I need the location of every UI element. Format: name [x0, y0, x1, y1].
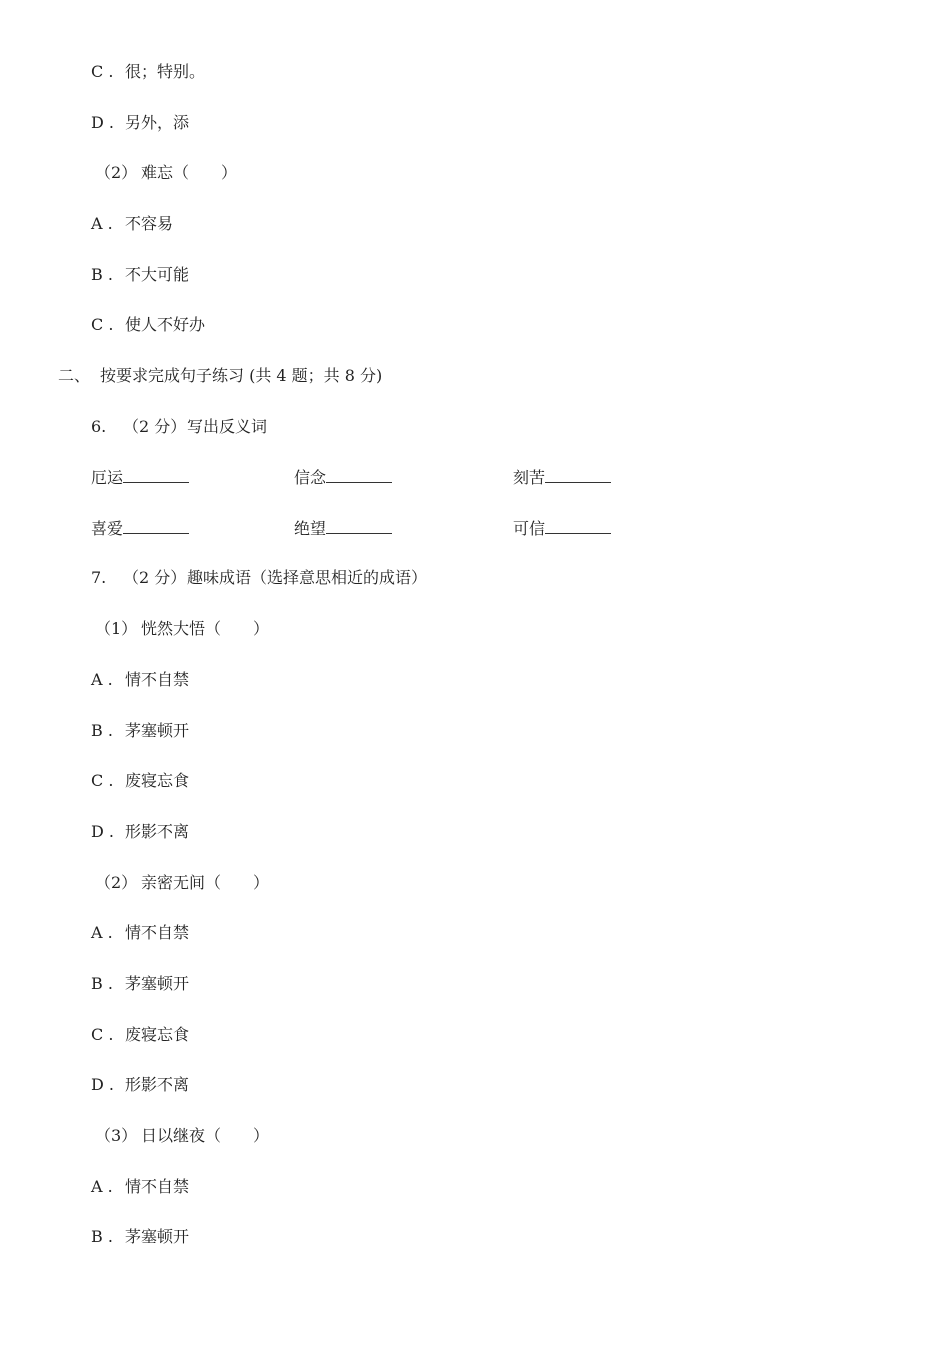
option-b[interactable]	[91, 265, 189, 285]
sub-question	[95, 619, 269, 639]
option-text: 不大可能	[125, 265, 190, 284]
option-a[interactable]	[91, 923, 189, 943]
option-text: 废寝忘食	[125, 771, 190, 790]
option-b[interactable]	[91, 974, 189, 994]
option-c[interactable]	[91, 315, 205, 335]
antonym-word: 可信	[513, 519, 546, 538]
answer-blank[interactable]	[123, 518, 189, 534]
section-title: 按要求完成句子练习 (共 4 题；共 8 分)	[100, 366, 383, 385]
sub-question	[95, 163, 237, 183]
sub-question	[95, 873, 269, 893]
option-b[interactable]	[91, 1227, 189, 1247]
question-7	[91, 568, 427, 588]
option-letter: C .	[91, 771, 114, 790]
sub-question-stem: 亲密无间（ ）	[141, 873, 270, 892]
antonym-item	[294, 518, 392, 539]
answer-blank[interactable]	[545, 467, 611, 483]
option-text: 不容易	[125, 214, 174, 233]
option-text: 另外，添	[125, 113, 190, 132]
sub-question-stem: 难忘（ ）	[141, 163, 238, 182]
sub-question-number: （2）	[95, 873, 138, 892]
option-letter: A .	[91, 670, 113, 689]
option-letter: A .	[91, 214, 113, 233]
option-text: 使人不好办	[125, 315, 206, 334]
sub-question-number: （3）	[95, 1126, 138, 1145]
antonym-item	[91, 518, 189, 539]
question-stem: 趣味成语（选择意思相近的成语）	[187, 568, 428, 587]
option-letter: C .	[91, 1025, 114, 1044]
option-letter: D .	[91, 1075, 114, 1094]
option-text: 茅塞顿开	[125, 974, 190, 993]
sub-question-number: （1）	[95, 619, 138, 638]
answer-blank[interactable]	[326, 467, 392, 483]
option-text: 很；特别。	[125, 62, 206, 81]
option-d[interactable]	[91, 1075, 189, 1095]
answer-blank[interactable]	[545, 518, 611, 534]
answer-blank[interactable]	[123, 467, 189, 483]
sub-question-number: （2）	[95, 163, 138, 182]
sub-question	[95, 1126, 269, 1146]
option-c[interactable]	[91, 62, 205, 82]
option-a[interactable]	[91, 670, 189, 690]
sub-question-stem: 恍然大悟（ ）	[141, 619, 270, 638]
option-text: 茅塞顿开	[125, 1227, 190, 1246]
option-letter: B .	[91, 721, 113, 740]
option-a[interactable]	[91, 214, 173, 234]
antonym-item	[294, 467, 392, 488]
option-letter: D .	[91, 822, 114, 841]
option-c[interactable]	[91, 1025, 189, 1045]
antonym-word: 刻苦	[513, 468, 546, 487]
option-b[interactable]	[91, 721, 189, 741]
antonym-item	[513, 518, 611, 539]
option-c[interactable]	[91, 771, 189, 791]
question-6	[91, 417, 267, 437]
answer-blank[interactable]	[326, 518, 392, 534]
option-letter: C .	[91, 315, 114, 334]
option-letter: B .	[91, 974, 113, 993]
question-score: （2 分）	[123, 568, 187, 587]
antonym-word: 厄运	[91, 468, 124, 487]
option-text: 情不自禁	[125, 1177, 190, 1196]
option-letter: D .	[91, 113, 114, 132]
option-text: 情不自禁	[125, 670, 190, 689]
option-letter: B .	[91, 1227, 113, 1246]
question-stem: 写出反义词	[187, 417, 268, 436]
option-letter: C .	[91, 62, 114, 81]
section-heading	[58, 366, 382, 386]
option-d[interactable]	[91, 822, 189, 842]
antonym-word: 喜爱	[91, 519, 124, 538]
sub-question-stem: 日以继夜（ ）	[141, 1126, 270, 1145]
option-text: 废寝忘食	[125, 1025, 190, 1044]
question-score: （2 分）	[123, 417, 187, 436]
option-text: 形影不离	[125, 822, 190, 841]
option-letter: B .	[91, 265, 113, 284]
antonym-item	[91, 467, 189, 488]
antonym-item	[513, 467, 611, 488]
section-number: 二、	[58, 366, 91, 385]
option-text: 情不自禁	[125, 923, 190, 942]
option-d[interactable]	[91, 113, 189, 133]
question-number: 7.	[91, 568, 107, 587]
option-letter: A .	[91, 923, 113, 942]
option-letter: A .	[91, 1177, 113, 1196]
question-number: 6.	[91, 417, 107, 436]
antonym-word: 绝望	[294, 519, 327, 538]
option-text: 形影不离	[125, 1075, 190, 1094]
option-a[interactable]	[91, 1177, 189, 1197]
antonym-word: 信念	[294, 468, 327, 487]
option-text: 茅塞顿开	[125, 721, 190, 740]
